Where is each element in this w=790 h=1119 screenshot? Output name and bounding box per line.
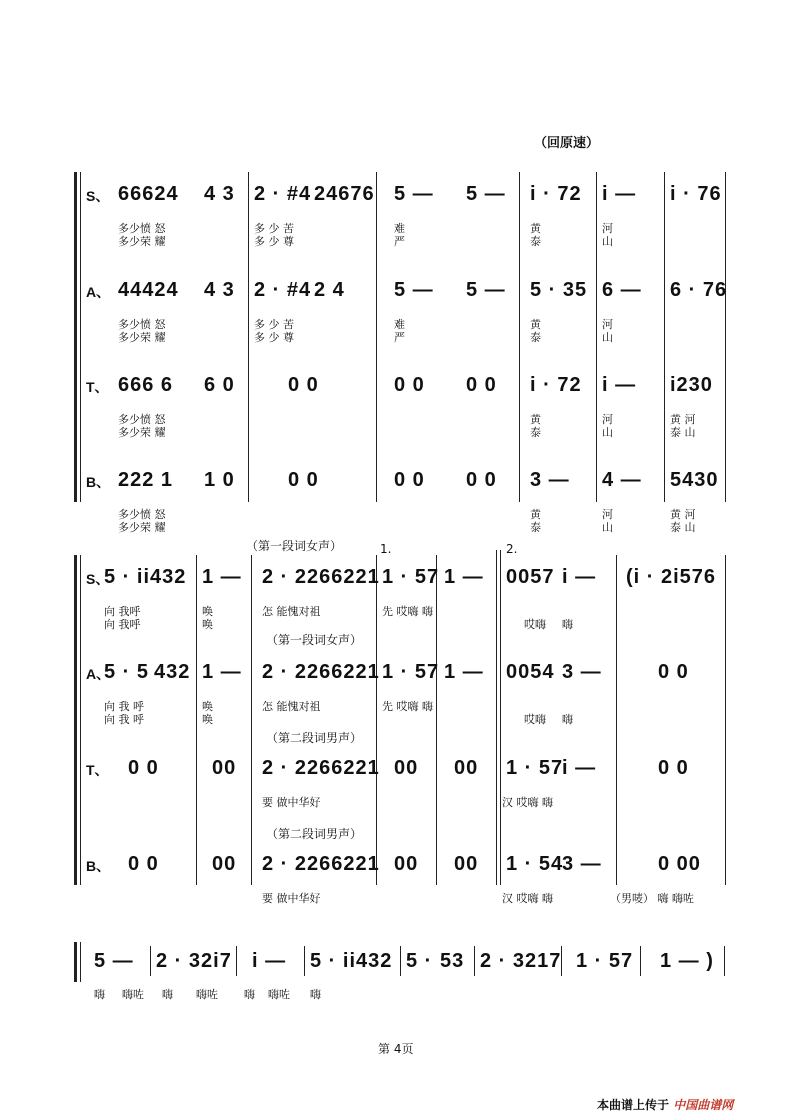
barline — [376, 172, 377, 502]
lyric: 向 我 呼 — [104, 713, 144, 726]
barline — [236, 946, 237, 976]
note-group: 24676 — [314, 183, 375, 205]
barline — [304, 946, 305, 976]
note-group: 00 — [454, 853, 479, 875]
footer — [597, 1096, 733, 1113]
lyric: 河 — [602, 508, 613, 521]
note-group: 2 · 2266221 — [262, 661, 380, 683]
voice-label: A、 — [86, 284, 111, 300]
lyric: 向 我呼 — [104, 618, 141, 631]
note-group: 5 · ii432 — [104, 566, 187, 588]
lyric: 嗨咗 — [268, 988, 290, 1001]
system-2-line — [80, 555, 81, 885]
note-group: 6 · 76 — [670, 279, 728, 301]
lyric: 嗨 — [244, 988, 255, 1001]
barline — [474, 946, 475, 976]
lyric: 嗨咗 — [196, 988, 218, 1001]
lyric: 河 — [602, 318, 613, 331]
voice-label: T、 — [86, 379, 109, 395]
lyric: 多 少 苦 — [254, 222, 294, 235]
note-group: 1 · 54 — [506, 853, 564, 875]
voice-label: T、 — [86, 762, 109, 778]
note-group: 6 — — [602, 279, 642, 301]
lyric: 多 少 尊 — [254, 235, 294, 248]
barline — [248, 172, 249, 502]
note-group: 2 · #4 — [254, 183, 312, 205]
note-group: 00 — [454, 757, 479, 779]
barline — [640, 946, 641, 976]
lyric: 唤 — [202, 700, 213, 713]
system-3-line — [80, 942, 81, 982]
tempo-mark: （回原速） — [534, 136, 600, 151]
barline — [725, 555, 726, 885]
lyric: 怎 能愧对祖 — [262, 700, 321, 713]
lyric: 嗨 — [94, 988, 105, 1001]
note-group: 4 3 — [204, 183, 235, 205]
note-group: 5 — — [466, 183, 506, 205]
lyric: 难 — [394, 318, 405, 331]
note-group: i230 — [670, 374, 713, 396]
note-group: 3 — — [530, 469, 570, 491]
note-group: 432 — [154, 661, 191, 683]
note-group: 2 · 3217 — [480, 950, 562, 972]
barline — [251, 555, 252, 885]
note-group: 2 · #4 — [254, 279, 312, 301]
volta-1: 1. — [380, 542, 392, 556]
lyric: 嗨 — [310, 988, 321, 1001]
lyric: 多少荣 耀 — [118, 521, 166, 534]
note-group: i — — [562, 566, 597, 588]
lyric: 唤 — [202, 618, 213, 631]
lyric: 黄 — [530, 318, 541, 331]
note-group: 00 — [394, 757, 419, 779]
note-group: 1 · 57 — [576, 950, 634, 972]
barline — [724, 946, 725, 976]
note-group: 5 · ii432 — [310, 950, 393, 972]
note-group: 2 · 32i7 — [156, 950, 232, 972]
note-group: 1 — — [444, 661, 484, 683]
volta-2: 2. — [506, 542, 518, 556]
note-group: 00 — [212, 757, 237, 779]
note-group: 666 6 — [118, 374, 174, 396]
voice-label: S、 — [86, 571, 110, 587]
note-group: i — — [602, 183, 637, 205]
note-group: 0 0 — [394, 374, 425, 396]
note-group: 0 0 — [658, 757, 689, 779]
note-group: 1 0 — [204, 469, 235, 491]
section-annotation: （第一段词女声） — [266, 633, 363, 647]
lyric: 泰 — [530, 331, 541, 344]
barline — [616, 555, 617, 885]
lyric: 黄 — [530, 222, 541, 235]
note-group: 0 00 — [658, 853, 701, 875]
section-annotation: （第二段词男声） — [266, 731, 363, 745]
voice-label: A、 — [86, 666, 111, 682]
barline — [400, 946, 401, 976]
lyric: 唤 — [202, 605, 213, 618]
lyric: 嗨 — [562, 713, 573, 726]
lyric: 黄 — [530, 508, 541, 521]
lyric: 多 少 尊 — [254, 331, 294, 344]
lyric: 汉 哎嗨 嗨 — [502, 796, 553, 809]
barline — [436, 555, 437, 885]
note-group: 0 0 — [658, 661, 689, 683]
lyric: 向 我呼 — [104, 605, 141, 618]
note-group: 5 — — [466, 279, 506, 301]
note-group: 0 0 — [128, 757, 159, 779]
note-group: i · 72 — [530, 374, 582, 396]
note-group: 0 0 — [466, 374, 497, 396]
note-group: 5430 — [670, 469, 719, 491]
system-3-bracket — [74, 942, 77, 982]
lyric: 多少愤 怒 — [118, 318, 166, 331]
note-group: i · 76 — [670, 183, 722, 205]
lyric: 汉 哎嗨 嗨 — [502, 892, 553, 905]
lyric: 多 少 苦 — [254, 318, 294, 331]
note-group: i — — [562, 757, 597, 779]
barline — [596, 172, 597, 502]
barline — [725, 172, 726, 502]
lyric: 多少愤 怒 — [118, 222, 166, 235]
lyric: 多少荣 耀 — [118, 331, 166, 344]
lyric: 多少愤 怒 — [118, 508, 166, 521]
lyric: 山 — [602, 235, 613, 248]
note-group: 2 · 2266221 — [262, 757, 380, 779]
lyric: 泰 — [530, 521, 541, 534]
lyric: 黄 — [530, 413, 541, 426]
note-group: 0054 — [506, 661, 555, 683]
lyric: 先 哎嗨 嗨 — [382, 605, 433, 618]
lyric: 山 — [602, 331, 613, 344]
lyric: 嗨 — [562, 618, 573, 631]
note-group: 0 0 — [288, 374, 319, 396]
page-number: 第 4页 — [378, 1042, 414, 1056]
note-group: 44424 — [118, 279, 179, 301]
note-group: 5 · 35 — [530, 279, 588, 301]
note-group: 0 0 — [288, 469, 319, 491]
lyric: 泰 — [530, 235, 541, 248]
note-group: 1 · 57 — [382, 661, 440, 683]
note-group: 00 — [212, 853, 237, 875]
lyric: 哎嗨 — [524, 713, 546, 726]
note-group: 3 — — [562, 853, 602, 875]
lyric: 向 我 呼 — [104, 700, 144, 713]
note-group: 4 — — [602, 469, 642, 491]
system-1-line — [80, 172, 81, 502]
note-group: 1 · 57 — [506, 757, 564, 779]
lyric: 多少愤 怒 — [118, 413, 166, 426]
barline — [664, 172, 665, 502]
note-group: 0057 — [506, 566, 555, 588]
voice-label: S、 — [86, 188, 110, 204]
lyric: 泰 — [530, 426, 541, 439]
system-2-bracket — [74, 555, 77, 885]
lyric: 嗨 — [162, 988, 173, 1001]
voice-label: B、 — [86, 474, 111, 490]
note-group: 5 — — [394, 279, 434, 301]
note-group: 1 — — [202, 566, 242, 588]
note-group: 5 · — [406, 950, 433, 972]
lyric: 多少荣 耀 — [118, 235, 166, 248]
note-group: i · 72 — [530, 183, 582, 205]
note-group: 2 · 2266221 — [262, 566, 380, 588]
note-group: 53 — [440, 950, 465, 972]
section-annotation: （第二段词男声） — [266, 827, 363, 841]
note-group: 4 3 — [204, 279, 235, 301]
note-group: i — — [602, 374, 637, 396]
lyric: 先 哎嗨 嗨 — [382, 700, 433, 713]
lyric: 多少荣 耀 — [118, 426, 166, 439]
lyric: （男唛） 嗨 嗨咗 — [610, 892, 694, 905]
lyric: 唤 — [202, 713, 213, 726]
lyric: 泰 山 — [670, 521, 696, 534]
system-1-bracket — [74, 172, 77, 502]
note-group: 0 0 — [466, 469, 497, 491]
barline — [376, 555, 377, 885]
note-group: i — — [252, 950, 287, 972]
note-group: 0 0 — [128, 853, 159, 875]
barline — [150, 946, 151, 976]
lyric: 难 — [394, 222, 405, 235]
lyric: 河 — [602, 222, 613, 235]
note-group: 2 · 2266221 — [262, 853, 380, 875]
note-group: 6 0 — [204, 374, 235, 396]
lyric: 怎 能愧对祖 — [262, 605, 321, 618]
lyric: 嗨咗 — [122, 988, 144, 1001]
note-group: 2 4 — [314, 279, 345, 301]
lyric: 要 做中华好 — [262, 796, 321, 809]
note-group: 5 — — [394, 183, 434, 205]
note-group: 3 — — [562, 661, 602, 683]
lyric: 河 — [602, 413, 613, 426]
voice-label: B、 — [86, 858, 111, 874]
note-group: 00 — [394, 853, 419, 875]
note-group: (i · 2i576 — [626, 566, 717, 588]
lyric: 泰 山 — [670, 426, 696, 439]
note-group: 5 · 5 — [104, 661, 150, 683]
note-group: 1 — — [444, 566, 484, 588]
lyric: 山 — [602, 521, 613, 534]
section-annotation: （第一段词女声） — [246, 539, 343, 553]
barline — [196, 555, 197, 885]
lyric: 山 — [602, 426, 613, 439]
lyric: 要 做中华好 — [262, 892, 321, 905]
site-logo: 中国曲谱网 — [673, 1098, 734, 1112]
lyric: 严 — [394, 235, 405, 248]
note-group: 1 · 57 — [382, 566, 440, 588]
note-group: 222 1 — [118, 469, 174, 491]
note-group: 0 0 — [394, 469, 425, 491]
lyric: 哎嗨 — [524, 618, 546, 631]
note-group: 66624 — [118, 183, 179, 205]
footer-text: 本曲谱上传于 — [597, 1098, 670, 1112]
note-group: 5 — — [94, 950, 134, 972]
lyric: 黄 河 — [670, 508, 696, 521]
lyric: 黄 河 — [670, 413, 696, 426]
note-group: 1 — ) — [660, 950, 714, 972]
lyric: 严 — [394, 331, 405, 344]
barline — [519, 172, 520, 502]
barline — [500, 550, 501, 885]
barline — [496, 550, 497, 885]
note-group: 1 — — [202, 661, 242, 683]
